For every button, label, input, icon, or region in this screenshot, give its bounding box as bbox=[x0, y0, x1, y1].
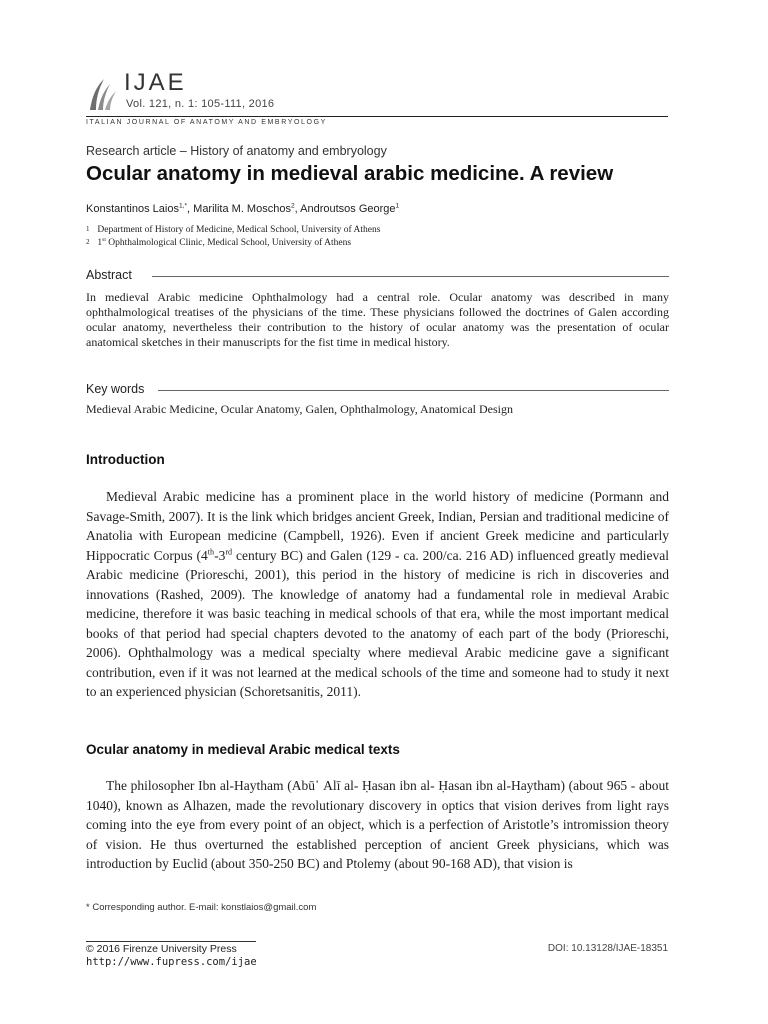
author-affiliation-mark: 1,* bbox=[178, 202, 188, 210]
journal-full-name: ITALIAN JOURNAL OF ANATOMY AND EMBRYOLOGY bbox=[86, 119, 327, 126]
article-title: Ocular anatomy in medieval arabic medicine. A review bbox=[86, 162, 614, 185]
author-affiliation-mark: 2 bbox=[290, 202, 295, 210]
intro-text-part-1: Medieval Arabic medicine has a prominent place in the world history of medicine (Pormann and Savage-Smith, 2007). It is the link which bridges ancient Greek, Indian, Persian and traditional medicine of Anatolia with European medicine (Campbell, 1926). Even if ancient Greek medicine and particularly Hippocratic Corpus ( bbox=[86, 489, 669, 563]
copyright: © 2016 Firenze University Press bbox=[86, 943, 237, 955]
ordinal-suffix: th bbox=[207, 547, 215, 556]
article-type: Research article – History of anatomy and embryology bbox=[86, 144, 387, 158]
corresponding-author-footnote: * Corresponding author. E-mail: konstlaios@gmail.com bbox=[86, 902, 317, 913]
affiliation-text: Ophthalmological Clinic, Medical School, University of Athens bbox=[105, 238, 352, 248]
author-separator: , bbox=[187, 203, 194, 215]
affiliation-ordinal: 1 bbox=[97, 238, 103, 248]
footer-divider bbox=[86, 941, 256, 942]
intro-text-part-2: century BC) and Galen (129 - ca. 200/ca. 216 AD) influenced greatly medieval Arabic medicine (Prioreschi, 2001), this period in the history of medicine is rich in discoveries and innovations (Rashed, 2009). The knowledge of anatomy had a fundamental role in medieval Arabic medicine, therefore it was basic teaching in medical schools of that era, while the most important medical books of that period had special chapters devoted to the anatomy of each part of the body (Prioreschi, 2006). Ophthalmology was a medical specialty where medieval Arabic medicine gave a significant contribution, even if it was not learned at the medical schools of the time and someone had to study it next to an experienced physician (Schoretsanitis, 2011). bbox=[86, 547, 669, 699]
affiliation-text: Department of History of Medicine, Medical School, University of Athens bbox=[97, 225, 381, 235]
journal-abbreviation: IJAE bbox=[124, 69, 187, 96]
affiliation-number: 1 bbox=[86, 225, 90, 233]
keywords-rule bbox=[158, 390, 669, 391]
author-affiliation-mark: 1 bbox=[395, 202, 400, 210]
doi: DOI: 10.13128/IJAE-18351 bbox=[547, 943, 668, 954]
author-list bbox=[86, 203, 399, 215]
journal-logo-icon bbox=[86, 76, 122, 112]
header-divider bbox=[86, 116, 668, 117]
keywords-label: Key words bbox=[86, 382, 145, 396]
section-paragraph: The philosopher Ibn al-Haytham (Abū῾ Alī al- Ḥasan ibn al- Ḥasan ibn al-Haytham) (about 965 - about 1040), known as Alhazen, made the revolutionary discovery in optics that vision derives from light rays coming into the eye from every point of an object, which is a perfection of Aristotle’s intromission theory of vision. He thus overturned the established perception of ancient Greek physicians, which was introduction by Euclid (about 350-250 BC) and Ptolemy (about 90-168 AD), that vision is bbox=[86, 778, 669, 871]
introduction-heading: Introduction bbox=[86, 452, 165, 467]
affiliation-ordinal-suffix: st bbox=[102, 236, 106, 243]
author-name: Androutsos George bbox=[300, 203, 396, 215]
publisher-url[interactable]: http://www.fupress.com/ijae bbox=[86, 956, 257, 968]
author-name: Konstantinos Laios bbox=[86, 203, 179, 215]
affiliation-1 bbox=[86, 225, 380, 235]
ordinal-suffix: rd bbox=[225, 547, 233, 556]
introduction-paragraph: Medieval Arabic medicine has a prominent place in the world history of medicine (Pormann and Savage-Smith, 2007). It is the link which bridges ancient Greek, Indian, Persian and traditional medicine of Anatolia with European medicine (Campbell, 1926). Even if ancient Greek medicine and particularly Hippocratic Corpus (4th-3rd century BC) and Galen (129 - ca. 200/ca. 216 AD) influenced greatly medieval Arabic medicine (Prioreschi, 2001), this period in the history of medicine is rich in discoveries and innovations (Rashed, 2009). The knowledge of anatomy had a fundamental role in medieval Arabic medicine, therefore it was basic teaching in medical schools of that era, while the most important medical books of that period had special chapters devoted to the anatomy of each part of the body (Prioreschi, 2006). Ophthalmology was a medical specialty where medieval Arabic medicine gave a significant contribution, even if it was not learned at the medical schools of the time and someone had to study it next to an experienced physician (Schoretsanitis, 2011). bbox=[86, 489, 669, 699]
affiliation-number: 2 bbox=[86, 238, 90, 246]
abstract-rule bbox=[152, 276, 669, 277]
journal-volume: Vol. 121, n. 1: 105-111, 2016 bbox=[126, 98, 275, 110]
author-name: Marilita M. Moschos bbox=[193, 203, 291, 215]
affiliation-2 bbox=[86, 238, 351, 248]
section-heading: Ocular anatomy in medieval Arabic medical texts bbox=[86, 742, 400, 757]
abstract-text: In medieval Arabic medicine Ophthalmology had a central role. Ocular anatomy was described in many ophthalmological treatises of the physicians of the time. These physicians followed the doctrines of Galen according ocular anatomy, nevertheless their contribution to the history of ocular anatomy was the presentation of ocular anatomical sketches in their manuscripts for the fist time in medical history. bbox=[86, 290, 669, 349]
keywords-text: Medieval Arabic Medicine, Ocular Anatomy, Galen, Ophthalmology, Anatomical Design bbox=[86, 402, 514, 416]
author-separator: , bbox=[294, 203, 301, 215]
abstract-label: Abstract bbox=[86, 268, 132, 282]
